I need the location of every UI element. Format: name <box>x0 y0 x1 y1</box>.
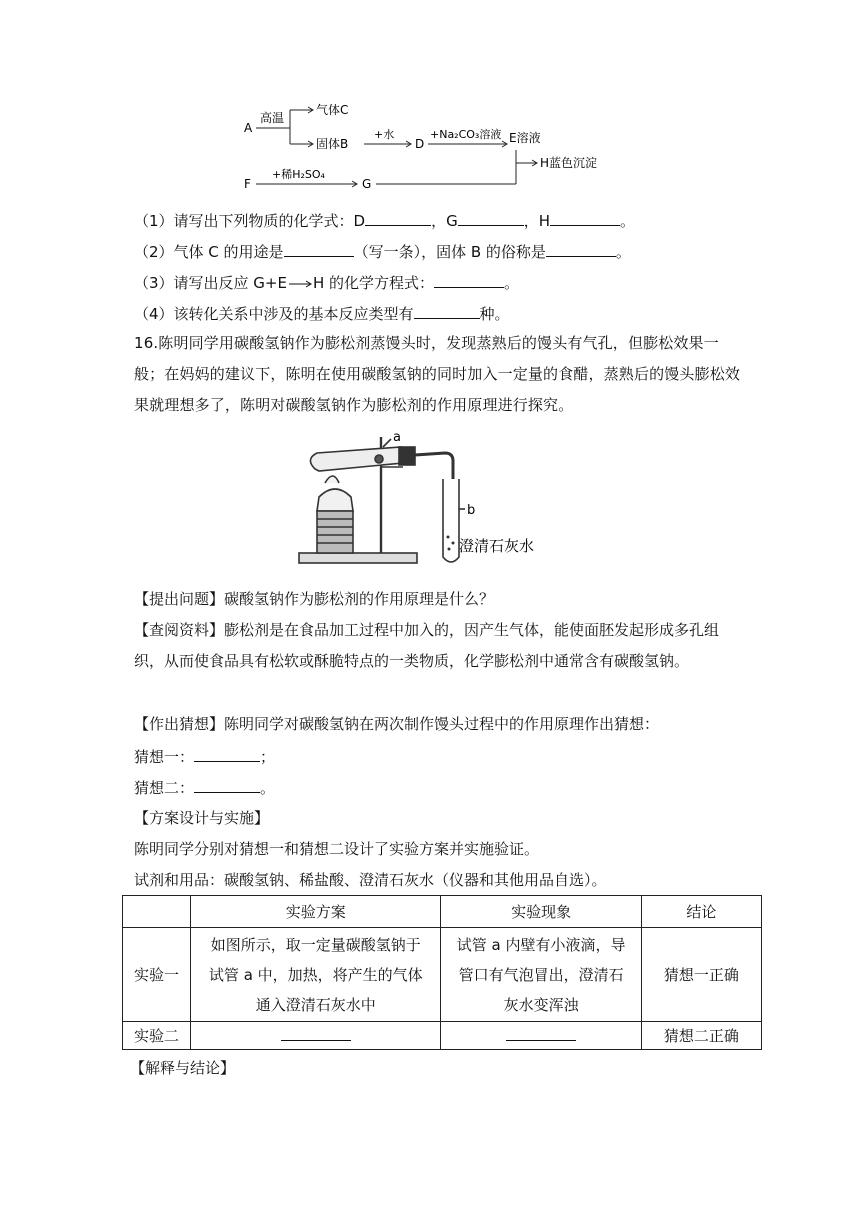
phenomenon-cell: 试管 a 内壁有小液滴，导 管口有气泡冒出，澄清石 灰水变浑浊 <box>441 928 641 1022</box>
node-f: F <box>244 177 251 191</box>
label-plus-water: +水 <box>374 128 395 141</box>
q16-intro: 16.陈明同学用碳酸氢钠作为膨松剂蒸馒头时，发现蒸熟后的馒头有气孔，但膨松效果一般；在妈妈的建议下，陈明在使用碳酸氢钠的同时加入一定量的食醋，蒸熟后的馒头膨松效果就理想多了，陈明对碳酸氢钠作为膨松剂的作用原理进行探究。 <box>134 334 741 414</box>
question-4: （4）该转化关系中涉及的基本反应类型有 种。 <box>134 305 510 323</box>
node-a: A <box>244 121 253 135</box>
table-header-cell: 结论 <box>641 896 761 928</box>
reaction-arrow-icon <box>287 274 313 294</box>
heading-design: 【方案设计与实施】 <box>134 809 270 827</box>
phenomenon-cell <box>441 1022 641 1050</box>
node-g: G <box>362 177 372 191</box>
heading-guess: 【作出猜想】 <box>134 715 225 733</box>
info-section: 【查阅资料】膨松剂是在食品加工过程中加入的，因产生气体，能使面胚发起形成多孔组织，从而使食品具有松软或酥脆特点的一类物质，化学膨松剂中通常含有碳酸氢钠。 <box>134 621 720 670</box>
answer-blank-gas-c-use[interactable] <box>284 241 354 257</box>
label-plus-h2so4: +稀H₂SO₄ <box>272 168 325 181</box>
node-d: D <box>415 137 425 151</box>
answer-blank-d[interactable] <box>365 210 431 226</box>
design-text: 陈明同学分别对猜想一和猜想二设计了实验方案并实施验证。 <box>134 840 540 858</box>
answer-blank-g[interactable] <box>458 210 524 226</box>
answer-blank-equation[interactable] <box>434 272 504 288</box>
label-plus-na2co3: +Na₂CO₃溶液 <box>430 128 502 141</box>
reagents-text: 试剂和用品：碳酸氢钠、稀盐酸、澄清石灰水（仪器和其他用品自选）。 <box>134 871 607 889</box>
conclusion-cell: 猜想二正确 <box>641 1022 761 1050</box>
answer-blank-phenomenon-2[interactable] <box>506 1028 576 1041</box>
label-gaowen: 高温 <box>260 111 285 125</box>
heading-question: 【提出问题】 <box>134 590 225 608</box>
guess-2: 猜想二： 。 <box>134 779 276 797</box>
table-header-cell: 实验方案 <box>191 896 441 928</box>
answer-blank-h[interactable] <box>550 210 620 226</box>
node-solid-b: 固体B <box>316 137 349 151</box>
plan-cell <box>191 1022 441 1050</box>
experiment-table <box>122 895 762 1050</box>
table-row <box>123 928 762 1022</box>
heading-explain: 【解释与结论】 <box>130 1059 236 1077</box>
answer-blank-reaction-types[interactable] <box>414 303 480 319</box>
label-b: b <box>467 503 476 518</box>
question-section: 【提出问题】碳酸氢钠作为膨松剂的作用原理是什么？ <box>134 590 495 608</box>
answer-blank-solid-b-name[interactable] <box>546 241 616 257</box>
conclusion-cell: 猜想一正确 <box>641 928 761 1022</box>
apparatus-illustration <box>295 425 575 570</box>
question-3: （3）请写出反应 G+E H 的化学方程式： 。 <box>134 274 520 292</box>
table-header-cell <box>123 896 191 928</box>
question-2: （2）气体 C 的用途是 （写一条），固体 B 的俗称是 。 <box>134 243 631 261</box>
answer-blank-guess-1[interactable] <box>194 746 260 762</box>
row-name: 实验一 <box>123 928 191 1022</box>
answer-blank-plan-2[interactable] <box>281 1028 351 1041</box>
plan-cell: 如图所示，取一定量碳酸氢钠于 试管 a 中，加热，将产生的气体 通入澄清石灰水中 <box>191 928 441 1022</box>
guess-section: 【作出猜想】陈明同学对碳酸氢钠在两次制作馒头过程中的作用原理作出猜想： <box>134 715 660 733</box>
table-header-cell: 实验现象 <box>441 896 641 928</box>
label-limewater: 澄清石灰水 <box>459 537 535 555</box>
node-gas-c: 气体C <box>316 103 349 117</box>
table-row <box>123 1022 762 1050</box>
node-e-solution: E溶液 <box>509 131 541 145</box>
table-header-row <box>123 896 762 928</box>
row-name: 实验二 <box>123 1022 191 1050</box>
answer-blank-guess-2[interactable] <box>194 777 260 793</box>
node-h-precipitate: H蓝色沉淀 <box>540 156 598 170</box>
label-a: a <box>393 430 401 445</box>
reaction-flow-diagram <box>230 98 670 198</box>
guess-1: 猜想一： ； <box>134 748 276 766</box>
heading-info: 【查阅资料】 <box>134 621 225 639</box>
question-1: （1）请写出下列物质的化学式：D ，G ，H 。 <box>134 212 636 230</box>
